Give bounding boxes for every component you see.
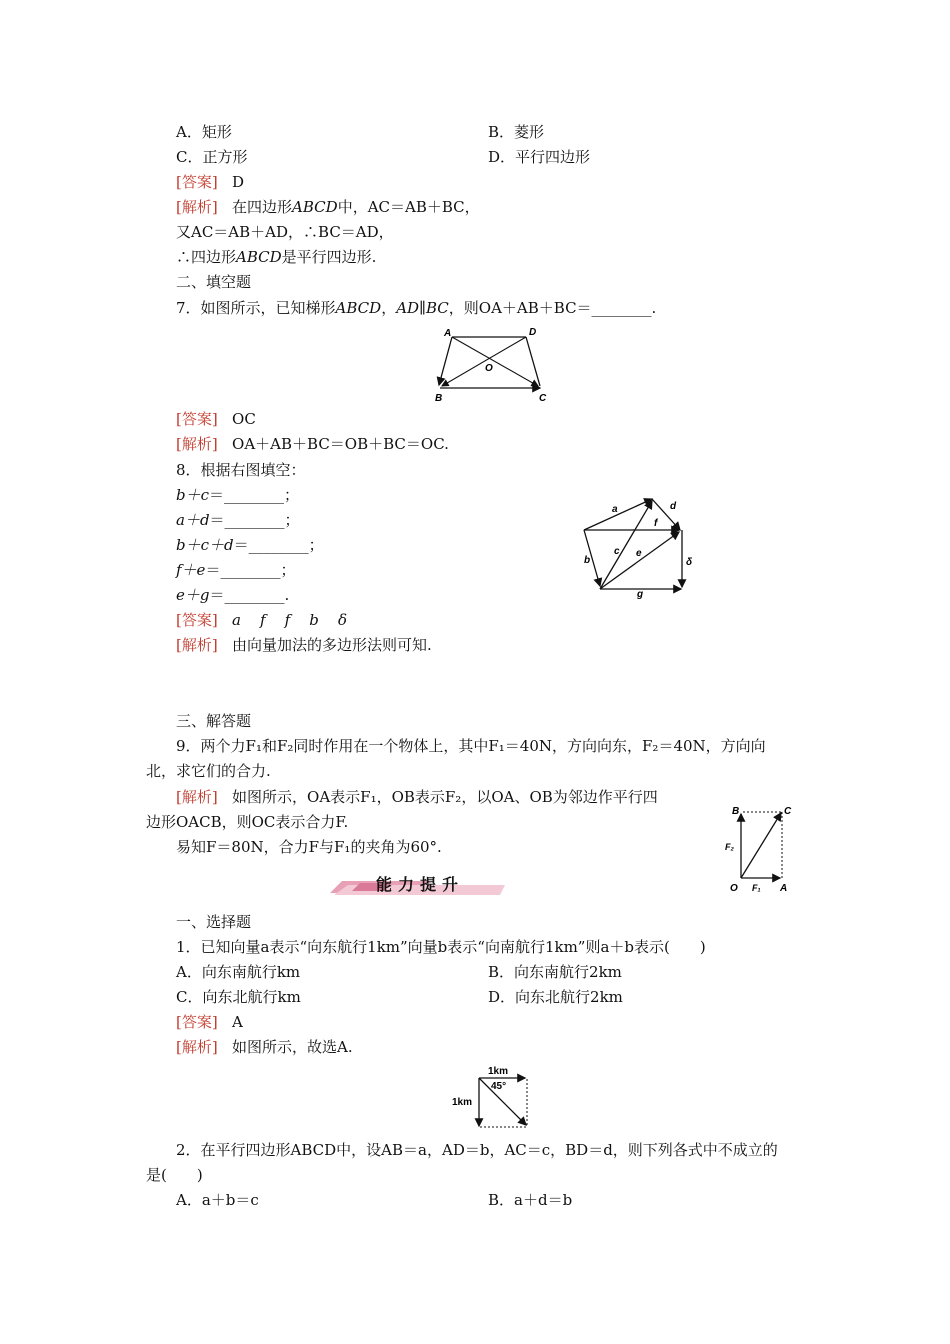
q6-option-d: D．平行四边形 [488, 148, 591, 166]
q7-answer-row [176, 409, 256, 429]
q7-stem-text: ，则OA＋AB＋BC＝________. [448, 299, 657, 317]
ability-banner [330, 873, 510, 897]
q8-blank-1 [176, 485, 299, 505]
q6-option-b: B．菱形 [488, 123, 545, 141]
q7-stem-text: AD [396, 299, 420, 317]
label-F2: F₂ [725, 842, 734, 852]
p1-option-b: B．向东南航行2km [488, 963, 622, 981]
label-delta: δ [686, 557, 693, 568]
label-f: f [654, 518, 658, 529]
q8-blank-expr: b＋c [176, 486, 210, 504]
q6-answer: D [232, 173, 245, 191]
q9-stem-line-2: 北，求它们的合力. [146, 762, 271, 780]
q8-blank-tail: ＝________. [209, 586, 290, 604]
label-C: C [539, 393, 547, 404]
analysis-tag: [解析] [176, 435, 218, 453]
vector-polygon-figure [578, 493, 696, 599]
q7-stem [176, 298, 656, 318]
p2-option-a: A．a＋b＝c [176, 1191, 259, 1209]
q9-analysis-line-1: 如图所示，OA表示F₁，OB表示F₂，以OA、OB为邻边作平行四 [232, 788, 658, 806]
q8-blank-5 [176, 585, 289, 605]
p1-option-d: D．向东北航行2km [488, 988, 623, 1006]
q6-analysis-text: ∴四边形 [176, 248, 237, 266]
q8-blank-expr: b＋c＋d [176, 536, 234, 554]
q8-answer: a f f b δ [232, 611, 347, 629]
answer-tag: [答案] [176, 410, 218, 428]
label-A: A [780, 883, 788, 894]
label-b: b [584, 555, 591, 566]
label-1km-top: 1km [488, 1066, 509, 1077]
trapezoid-figure [428, 322, 558, 404]
q7-analysis: OA＋AB＋BC＝OB＋BC＝OC. [232, 435, 449, 453]
q8-analysis-row [176, 635, 432, 655]
q8-blank-expr: f＋e [176, 561, 206, 579]
p1-option-a: A．向东南航行km [176, 963, 301, 981]
label-e: e [636, 548, 642, 559]
p2-option-b: B．a＋d＝b [488, 1191, 573, 1209]
p2-stem-line-2: 是( ) [146, 1166, 203, 1184]
q7-stem-text: ∥ [419, 299, 426, 317]
p1-analysis-row [176, 1037, 353, 1057]
q8-blank-tail: ＝________； [209, 486, 300, 504]
q6-option-c: C．正方形 [176, 148, 248, 166]
q8-stem: 8．根据右图填空： [176, 461, 306, 479]
label-g: g [637, 589, 644, 599]
analysis-tag: [解析] [176, 1038, 218, 1056]
diagonal-DB [442, 337, 526, 386]
label-B: B [435, 393, 443, 404]
section-heading-choice: 一、选择题 [176, 913, 252, 931]
label-B: B [732, 806, 740, 817]
label-A: A [444, 328, 452, 339]
analysis-tag: [解析] [176, 636, 218, 654]
label-F1: F₁ [752, 883, 761, 893]
label-c: c [614, 546, 620, 557]
vector-a [584, 499, 652, 530]
banner-title: 能力提升 [375, 875, 464, 894]
q6-analysis-text: 在四边形 [232, 198, 293, 216]
vector-AB [439, 337, 452, 385]
q6-analysis-line-2: 又AC＝AB＋AD，∴BC＝AD， [176, 223, 394, 241]
q7-stem-text: 7．如图所示，已知梯形 [176, 299, 336, 317]
analysis-tag: [解析] [176, 198, 218, 216]
p1-option-c: C．向东北航行km [176, 988, 301, 1006]
q8-blank-tail: ＝________； [209, 511, 300, 529]
label-1km-left: 1km [452, 1097, 473, 1108]
q9-stem-line-1: 9．两个力F₁和F₂同时作用在一个物体上，其中F₁＝40N，方向向东，F₂＝40N，方向向 [176, 737, 766, 755]
q6-analysis-line-3 [176, 247, 376, 267]
q8-blank-tail: ＝________； [233, 536, 324, 554]
p1-analysis: 如图所示，故选A. [232, 1038, 353, 1056]
q8-blank-3 [176, 535, 324, 555]
q8-blank-2 [176, 510, 300, 530]
label-C: C [784, 806, 792, 817]
diagonal-AC [452, 337, 538, 386]
analysis-tag: [解析] [176, 788, 218, 806]
q6-analysis-text: 中，AC＝AB＋BC， [337, 198, 480, 216]
q8-answer-row [176, 610, 347, 630]
p1-answer-row [176, 1012, 243, 1032]
q6-option-a: A．矩形 [176, 123, 232, 141]
q9-analysis-line-3: 易知F＝80N，合力F与F₁的夹角为60°. [176, 838, 442, 856]
q7-stem-text: ABCD [335, 299, 382, 317]
section-heading-fill: 二、填空题 [176, 273, 252, 291]
q8-blank-4 [176, 560, 295, 580]
force-parallelogram-figure [724, 800, 796, 896]
label-45-degree: 45° [491, 1081, 507, 1092]
p2-stem-line-1: 2．在平行四边形ABCD中，设AB＝a，AD＝b，AC＝c，BD＝d，则下列各式中不成立的 [176, 1141, 778, 1159]
q9-analysis-line-2: 边形OACB，则OC表示合力F. [146, 813, 349, 831]
q8-blank-expr: a＋d [176, 511, 210, 529]
p1-answer: A [232, 1013, 243, 1031]
q6-answer-row [176, 172, 244, 192]
navigation-figure [450, 1062, 534, 1132]
q9-analysis-row [176, 787, 658, 807]
p1-stem: 1．已知向量a表示“向东航行1km”向量b表示“向南航行1km”则a＋b表示( ) [176, 938, 706, 956]
vector-e [600, 532, 679, 589]
q8-blank-expr: e＋g [176, 586, 210, 604]
q8-analysis: 由向量加法的多边形法则可知. [232, 636, 432, 654]
answer-tag: [答案] [176, 1013, 218, 1031]
q7-stem-text: ， [381, 299, 397, 317]
vector-c [600, 501, 652, 589]
q6-analysis-row [176, 197, 480, 217]
q6-analysis-text: 是平行四边形. [281, 248, 377, 266]
segment-DC [526, 337, 540, 386]
q6-analysis-text: ABCD [236, 248, 282, 266]
q8-blank-tail: ＝________； [205, 561, 296, 579]
q6-analysis-text: ABCD [292, 198, 338, 216]
answer-tag: [答案] [176, 611, 218, 629]
section-heading-solve: 三、解答题 [176, 712, 252, 730]
label-D: D [529, 327, 537, 338]
label-d: d [670, 501, 677, 512]
q7-stem-text: BC [426, 299, 449, 317]
q7-analysis-row [176, 434, 449, 454]
label-a: a [612, 504, 618, 515]
label-O: O [485, 363, 493, 374]
vector-OC [741, 813, 781, 878]
label-O: O [730, 883, 738, 894]
q7-answer: OC [232, 410, 256, 428]
answer-tag: [答案] [176, 173, 218, 191]
